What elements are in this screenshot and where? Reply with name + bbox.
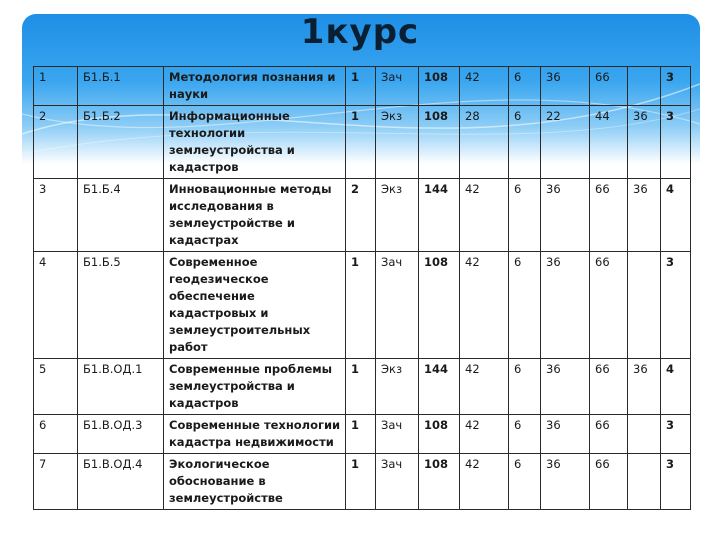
self-study-hours-cell: 66 [590,415,628,454]
semester-cell: 1 [346,359,376,415]
exam-hours-cell [628,415,661,454]
row-number: 1 [34,67,78,106]
discipline-name: Экологическое обоснование в землеустройстве [164,454,346,510]
practice-hours-cell: 36 [541,252,590,359]
exam-hours-cell: 36 [628,179,661,252]
practice-hours-cell: 36 [541,415,590,454]
discipline-code: Б1.Б.4 [78,179,164,252]
discipline-code: Б1.Б.2 [78,106,164,179]
semester-cell: 1 [346,454,376,510]
row-number: 2 [34,106,78,179]
assessment-form-cell: Экз [376,106,419,179]
contact-hours-cell: 42 [460,454,509,510]
assessment-form-cell: Зач [376,454,419,510]
contact-hours-cell: 42 [460,359,509,415]
assessment-form-cell: Экз [376,179,419,252]
discipline-name: Информационные технологии землеустройства и кадастров [164,106,346,179]
assessment-form-cell: Зач [376,252,419,359]
practice-hours-cell: 22 [541,106,590,179]
lecture-hours-cell: 6 [509,252,541,359]
contact-hours-cell: 42 [460,67,509,106]
discipline-name: Современные проблемы землеустройства и кадастров [164,359,346,415]
credits-cell: 3 [661,67,691,106]
total-hours-cell: 108 [419,106,460,179]
row-number: 7 [34,454,78,510]
semester-cell: 2 [346,179,376,252]
self-study-hours-cell: 66 [590,252,628,359]
discipline-name: Современные технологии кадастра недвижимости [164,415,346,454]
exam-hours-cell [628,252,661,359]
practice-hours-cell: 36 [541,359,590,415]
discipline-code: Б1.В.ОД.4 [78,454,164,510]
table-row [34,179,691,252]
credits-cell: 3 [661,454,691,510]
lecture-hours-cell: 6 [509,106,541,179]
curriculum-table [33,66,691,510]
assessment-form-cell: Зач [376,415,419,454]
table-row [34,106,691,179]
lecture-hours-cell: 6 [509,415,541,454]
self-study-hours-cell: 66 [590,179,628,252]
credits-cell: 3 [661,415,691,454]
semester-cell: 1 [346,415,376,454]
row-number: 3 [34,179,78,252]
contact-hours-cell: 28 [460,106,509,179]
lecture-hours-cell: 6 [509,359,541,415]
slide-title: 1курс [300,12,420,52]
discipline-code: Б1.В.ОД.3 [78,415,164,454]
exam-hours-cell [628,454,661,510]
table-row [34,252,691,359]
total-hours-cell: 144 [419,359,460,415]
self-study-hours-cell: 66 [590,359,628,415]
contact-hours-cell: 42 [460,179,509,252]
exam-hours-cell: 36 [628,106,661,179]
practice-hours-cell: 36 [541,67,590,106]
discipline-name: Методология познания и науки [164,67,346,106]
exam-hours-cell [628,67,661,106]
lecture-hours-cell: 6 [509,67,541,106]
discipline-name: Инновационные методы исследования в землеустройстве и кадастрах [164,179,346,252]
table-row [34,454,691,510]
discipline-code: Б1.Б.1 [78,67,164,106]
assessment-form-cell: Экз [376,359,419,415]
semester-cell: 1 [346,67,376,106]
semester-cell: 1 [346,252,376,359]
discipline-name: Современное геодезическое обеспечение кадастровых и землеустроительных работ [164,252,346,359]
credits-cell: 4 [661,179,691,252]
self-study-hours-cell: 66 [590,454,628,510]
total-hours-cell: 108 [419,454,460,510]
total-hours-cell: 108 [419,252,460,359]
credits-cell: 3 [661,106,691,179]
lecture-hours-cell: 6 [509,454,541,510]
contact-hours-cell: 42 [460,252,509,359]
total-hours-cell: 108 [419,415,460,454]
assessment-form-cell: Зач [376,67,419,106]
credits-cell: 4 [661,359,691,415]
table-row [34,415,691,454]
exam-hours-cell: 36 [628,359,661,415]
table-row [34,67,691,106]
practice-hours-cell: 36 [541,179,590,252]
row-number: 4 [34,252,78,359]
table-row [34,359,691,415]
discipline-code: Б1.Б.5 [78,252,164,359]
total-hours-cell: 108 [419,67,460,106]
lecture-hours-cell: 6 [509,179,541,252]
total-hours-cell: 144 [419,179,460,252]
self-study-hours-cell: 66 [590,67,628,106]
row-number: 6 [34,415,78,454]
semester-cell: 1 [346,106,376,179]
practice-hours-cell: 36 [541,454,590,510]
contact-hours-cell: 42 [460,415,509,454]
self-study-hours-cell: 44 [590,106,628,179]
row-number: 5 [34,359,78,415]
discipline-code: Б1.В.ОД.1 [78,359,164,415]
credits-cell: 3 [661,252,691,359]
